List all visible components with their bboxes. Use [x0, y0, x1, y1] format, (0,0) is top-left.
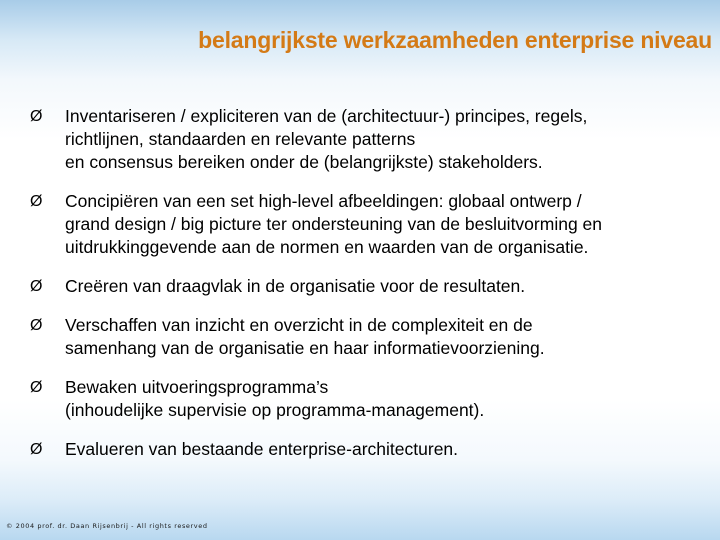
bullet-text-line: (inhoudelijke supervisie op programma-management).	[65, 400, 485, 420]
arrow-bullet-icon: Ø	[30, 108, 43, 125]
arrow-bullet-icon: Ø	[30, 278, 43, 295]
bullet-text-line: samenhang van de organisatie en haar informatievoorziening.	[65, 338, 545, 358]
copyright-footer: © 2004 prof. dr. Daan Rijsenbrij - All rights reserved	[6, 522, 208, 530]
bullet-text-line: richtlijnen, standaarden en relevante patterns	[65, 129, 416, 149]
bullet-text-line: Evalueren van bestaande enterprise-architecturen.	[65, 439, 459, 459]
slide-title: belangrijkste werkzaamheden enterprise niveau	[198, 27, 712, 53]
bullet-item	[30, 105, 690, 174]
arrow-bullet-icon: Ø	[30, 317, 43, 334]
bullet-text-line: Creëren van draagvlak in de organisatie voor de resultaten.	[65, 276, 526, 296]
bullet-item	[30, 190, 690, 259]
arrow-bullet-icon: Ø	[30, 193, 43, 210]
bullet-item	[30, 275, 690, 298]
bullet-item	[30, 314, 690, 360]
bullet-text-line: en consensus bereiken onder de (belangrijkste) stakeholders.	[65, 152, 543, 172]
bullet-text-line: uitdrukkinggevende aan de normen en waarden van de organisatie.	[65, 237, 589, 257]
arrow-bullet-icon: Ø	[30, 441, 43, 458]
arrow-bullet-icon: Ø	[30, 379, 43, 396]
bullet-text-line: Inventariseren / expliciteren van de (architectuur-) principes, regels,	[65, 106, 588, 126]
bullet-text-line: Bewaken uitvoeringsprogramma’s	[65, 377, 329, 397]
bullet-text-line: grand design / big picture ter ondersteuning van de besluitvorming en	[65, 214, 603, 234]
bullet-text-line: Concipiëren van een set high-level afbeeldingen: globaal ontwerp /	[65, 191, 582, 211]
bullet-item	[30, 438, 690, 461]
bullet-list	[30, 105, 690, 461]
bullet-text-line: Verschaffen van inzicht en overzicht in de complexiteit en de	[65, 315, 533, 335]
bullet-item	[30, 376, 690, 422]
